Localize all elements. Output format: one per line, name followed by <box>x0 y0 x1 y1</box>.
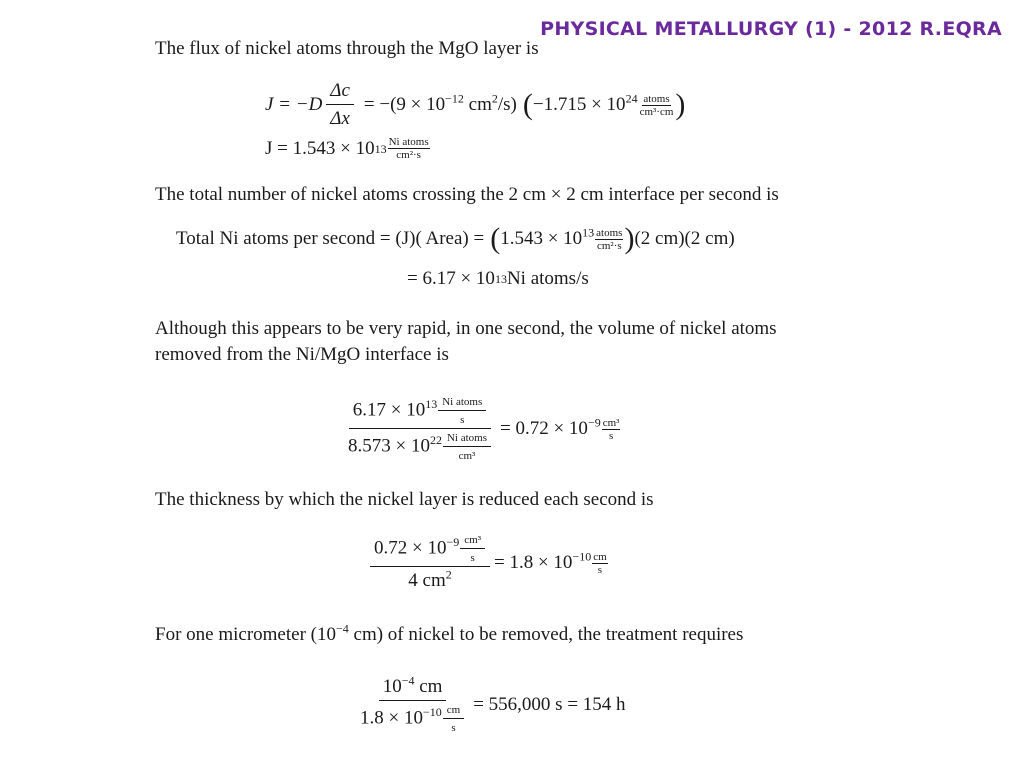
eq6-fraction <box>356 673 469 734</box>
eq6-numerator: $10^{-4}$ cm <box>379 676 447 701</box>
paragraph-total-atoms: The total number of nickel atoms crossing the 2 cm × 2 cm interface per second is <box>155 184 779 205</box>
paragraph-volume-line2: removed from the Ni/MgO interface is <box>155 344 449 365</box>
eq4-denominator: $8.573 \times 10^{22}$ Ni atoms cm³ <box>344 429 496 462</box>
eq1-rhs-d: $-1.715 \times 10^{24}$ <box>532 91 638 115</box>
eq3-lhs: Total Ni atoms per second = (J)( Area) = <box>176 228 485 249</box>
eq4-numerator: $6.17 \times 10^{13}$ Ni atoms s <box>349 396 492 429</box>
eq3-tail: (2 cm)(2 cm) <box>634 228 735 249</box>
equation-thickness <box>366 534 609 592</box>
eq1-den: Δx <box>330 108 350 129</box>
eq2-unit: Ni atoms cm²·s <box>388 136 429 161</box>
eq1-rhs-a: = $-(9 \times 10^{-12}$ $cm^2/s$) <box>363 91 517 115</box>
eq1-num: Δc <box>330 80 350 101</box>
paragraph-micrometer: For one micrometer ($10^{-4}$ cm) of nickel to be removed, the treatment requires <box>155 621 744 645</box>
eq5-rhs: = $1.8 \times 10^{-10}$ <box>494 549 592 573</box>
paragraph-thickness: The thickness by which the nickel layer is reduced each second is <box>155 489 654 510</box>
eq3-val: $1.543 \times 10^{13}$ <box>500 225 595 249</box>
eq4-fraction <box>344 396 496 462</box>
eq6-denominator: $1.8 \times 10^{-10}$ $\frac{cm}{s}$ <box>356 701 469 734</box>
eq5-denominator: 4 $cm^2$ <box>408 567 452 591</box>
eq5-unit: cm s <box>593 550 607 576</box>
equation-time <box>352 673 626 734</box>
eq3-unit: atoms cm²·s <box>596 226 623 252</box>
eq1-lhs: J = −D <box>265 94 323 115</box>
eq1-unit: atoms cm³·cm <box>639 92 674 118</box>
eq2-text: J = 1.543 × 10 <box>265 137 375 159</box>
equation-total-atoms: Total Ni atoms per second = (J)( Area) = ( $1.543 \times 10^{13}$ atoms cm²·s ) (2 cm)(2 cm) <box>176 222 735 255</box>
paragraph-volume-line1: Although this appears to be very rapid, in one second, the volume of nickel atoms <box>155 318 777 339</box>
eq4-unit: cm³ s <box>602 416 620 442</box>
eq5-numerator: $0.72 \times 10^{-9}$ $\frac{\text{cm³}}{s}$ <box>370 534 490 567</box>
eq5-fraction <box>370 534 490 592</box>
paragraph-flux: The flux of nickel atoms through the MgO layer is <box>155 38 539 59</box>
equation-flux: J = −D $\frac{\Delta c}{\Delta x}$ = $-(9 \times 10^{-12}$ $cm^2/s$) ( $-1.715 \times 10^{24}$ atoms cm³·cm ) <box>265 80 686 129</box>
eq6-rhs: = 556,000 s = 154 h <box>473 694 626 715</box>
equation-flux-result: J = 1.543 × 10 13 Ni atoms cm²·s <box>265 136 429 161</box>
eq1-fraction <box>326 80 354 130</box>
slide-header: PHYSICAL METALLURGY (1) - 2012 R.EQRA <box>540 18 1002 40</box>
equation-volume <box>340 396 621 462</box>
eq4-rhs: = $0.72 \times 10^{-9}$ <box>500 415 601 439</box>
equation-total-atoms-result: = 6.17 × 10 13 Ni atoms/s <box>407 268 589 289</box>
